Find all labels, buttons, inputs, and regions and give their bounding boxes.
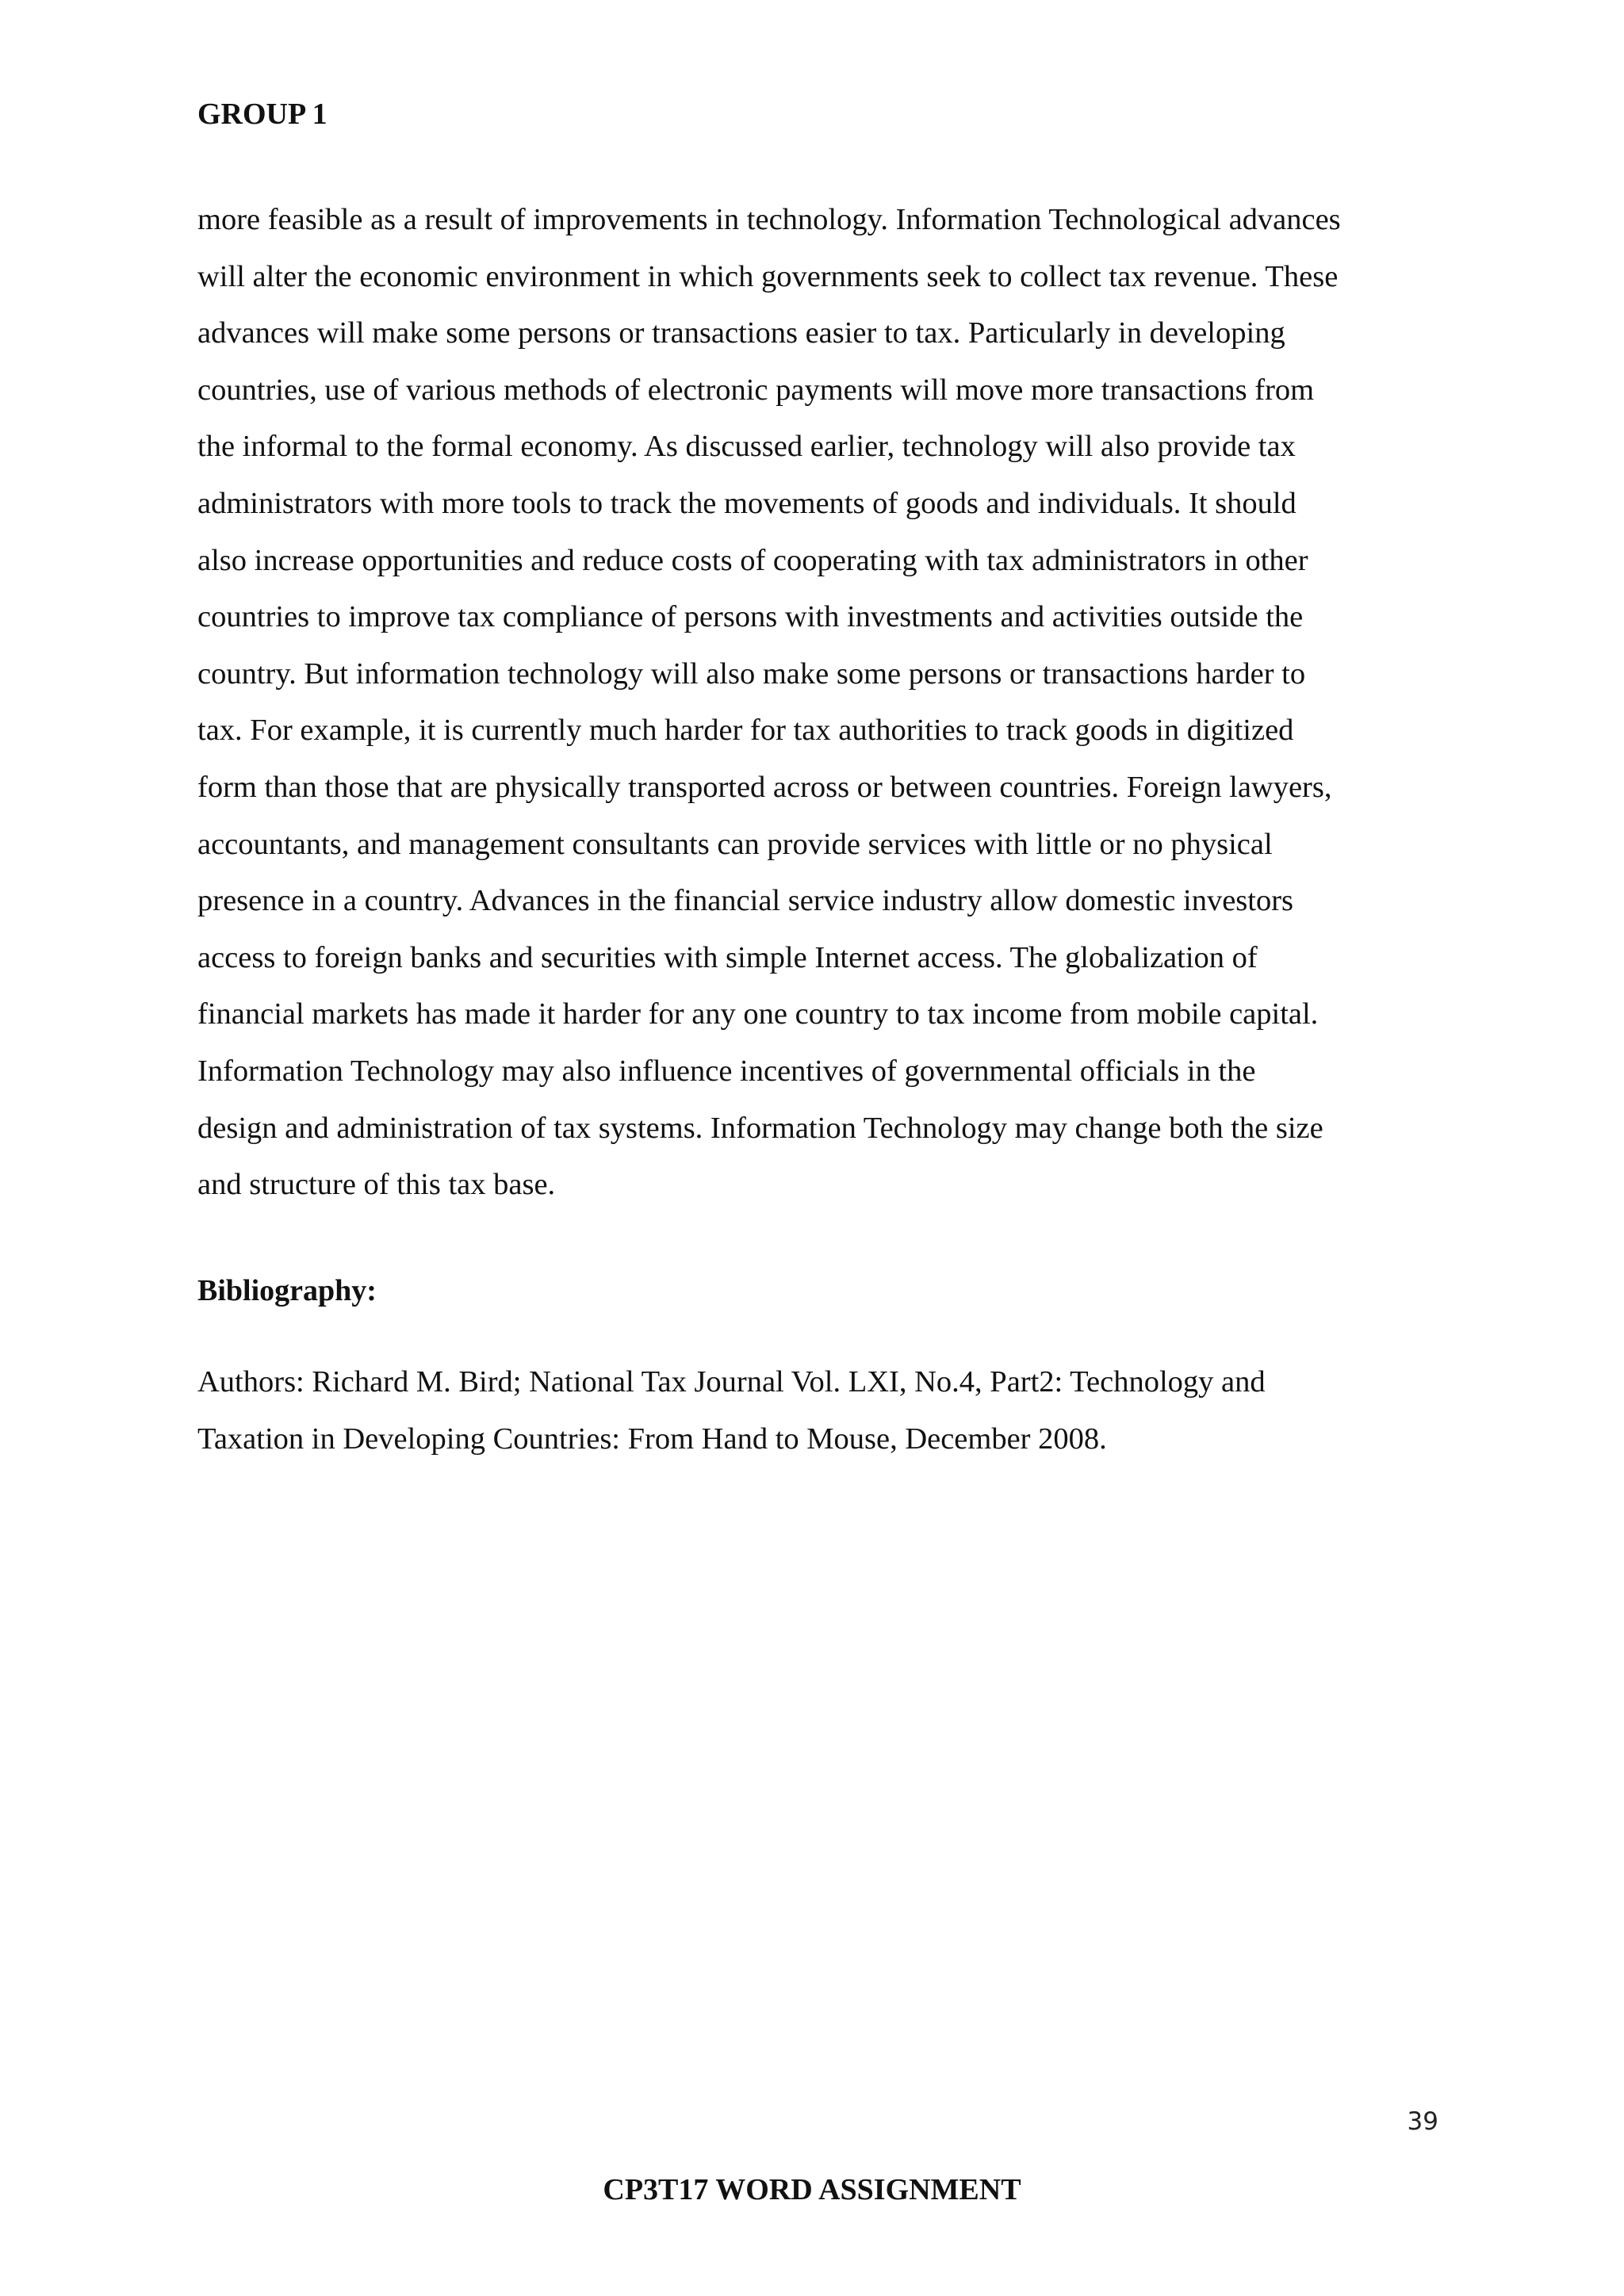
- body-line: presence in a country. Advances in the financial service industry allow domestic investors: [197, 884, 1294, 918]
- body-line: administrators with more tools to track the movements of goods and individuals. It should: [197, 486, 1297, 520]
- body-line: will alter the economic environment in which governments seek to collect tax revenue. These: [197, 259, 1339, 293]
- body-paragraph: [197, 192, 1450, 1214]
- bibliography-entry: [197, 1354, 1450, 1468]
- body-line: tax. For example, it is currently much harder for tax authorities to track goods in digitized: [197, 714, 1294, 748]
- body-line: countries, use of various methods of electronic payments will move more transactions from: [197, 373, 1315, 407]
- body-line: the informal to the formal economy. As discussed earlier, technology will also provide tax: [197, 430, 1296, 464]
- body-line: accountants, and management consultants can provide services with little or no physical: [197, 827, 1273, 861]
- body-line: countries to improve tax compliance of persons with investments and activities outside the: [197, 600, 1304, 634]
- body-line: more feasible as a result of improvements in technology. Information Technological advances: [197, 203, 1341, 236]
- body-line: advances will make some persons or transactions easier to tax. Particularly in developing: [197, 316, 1285, 350]
- body-line: and structure of this tax base.: [197, 1168, 556, 1202]
- page-footer: CP3T17 WORD ASSIGNMENT: [603, 2173, 1021, 2206]
- bibliography-line: Taxation in Developing Countries: From Hand to Mouse, December 2008.: [197, 1422, 1107, 1456]
- body-line: form than those that are physically transported across or between countries. Foreign lawyers,: [197, 770, 1332, 804]
- body-line: Information Technology may also influence incentives of governmental officials in the: [197, 1054, 1256, 1088]
- bibliography-line: Authors: Richard M. Bird; National Tax Journal Vol. LXI, No.4, Part2: Technology and: [197, 1365, 1266, 1399]
- page-header: GROUP 1: [197, 98, 327, 131]
- body-line: financial markets has made it harder for any one country to tax income from mobile capital.: [197, 997, 1319, 1031]
- bibliography-heading: Bibliography:: [197, 1274, 377, 1307]
- body-line: also increase opportunities and reduce costs of cooperating with tax administrators in other: [197, 543, 1308, 577]
- body-line: design and administration of tax systems. Information Technology may change both the size: [197, 1111, 1323, 1145]
- page-number: 39: [1407, 2107, 1438, 2136]
- body-line: access to foreign banks and securities with simple Internet access. The globalization of: [197, 940, 1258, 974]
- body-line: country. But information technology will also make some persons or transactions harder to: [197, 656, 1306, 691]
